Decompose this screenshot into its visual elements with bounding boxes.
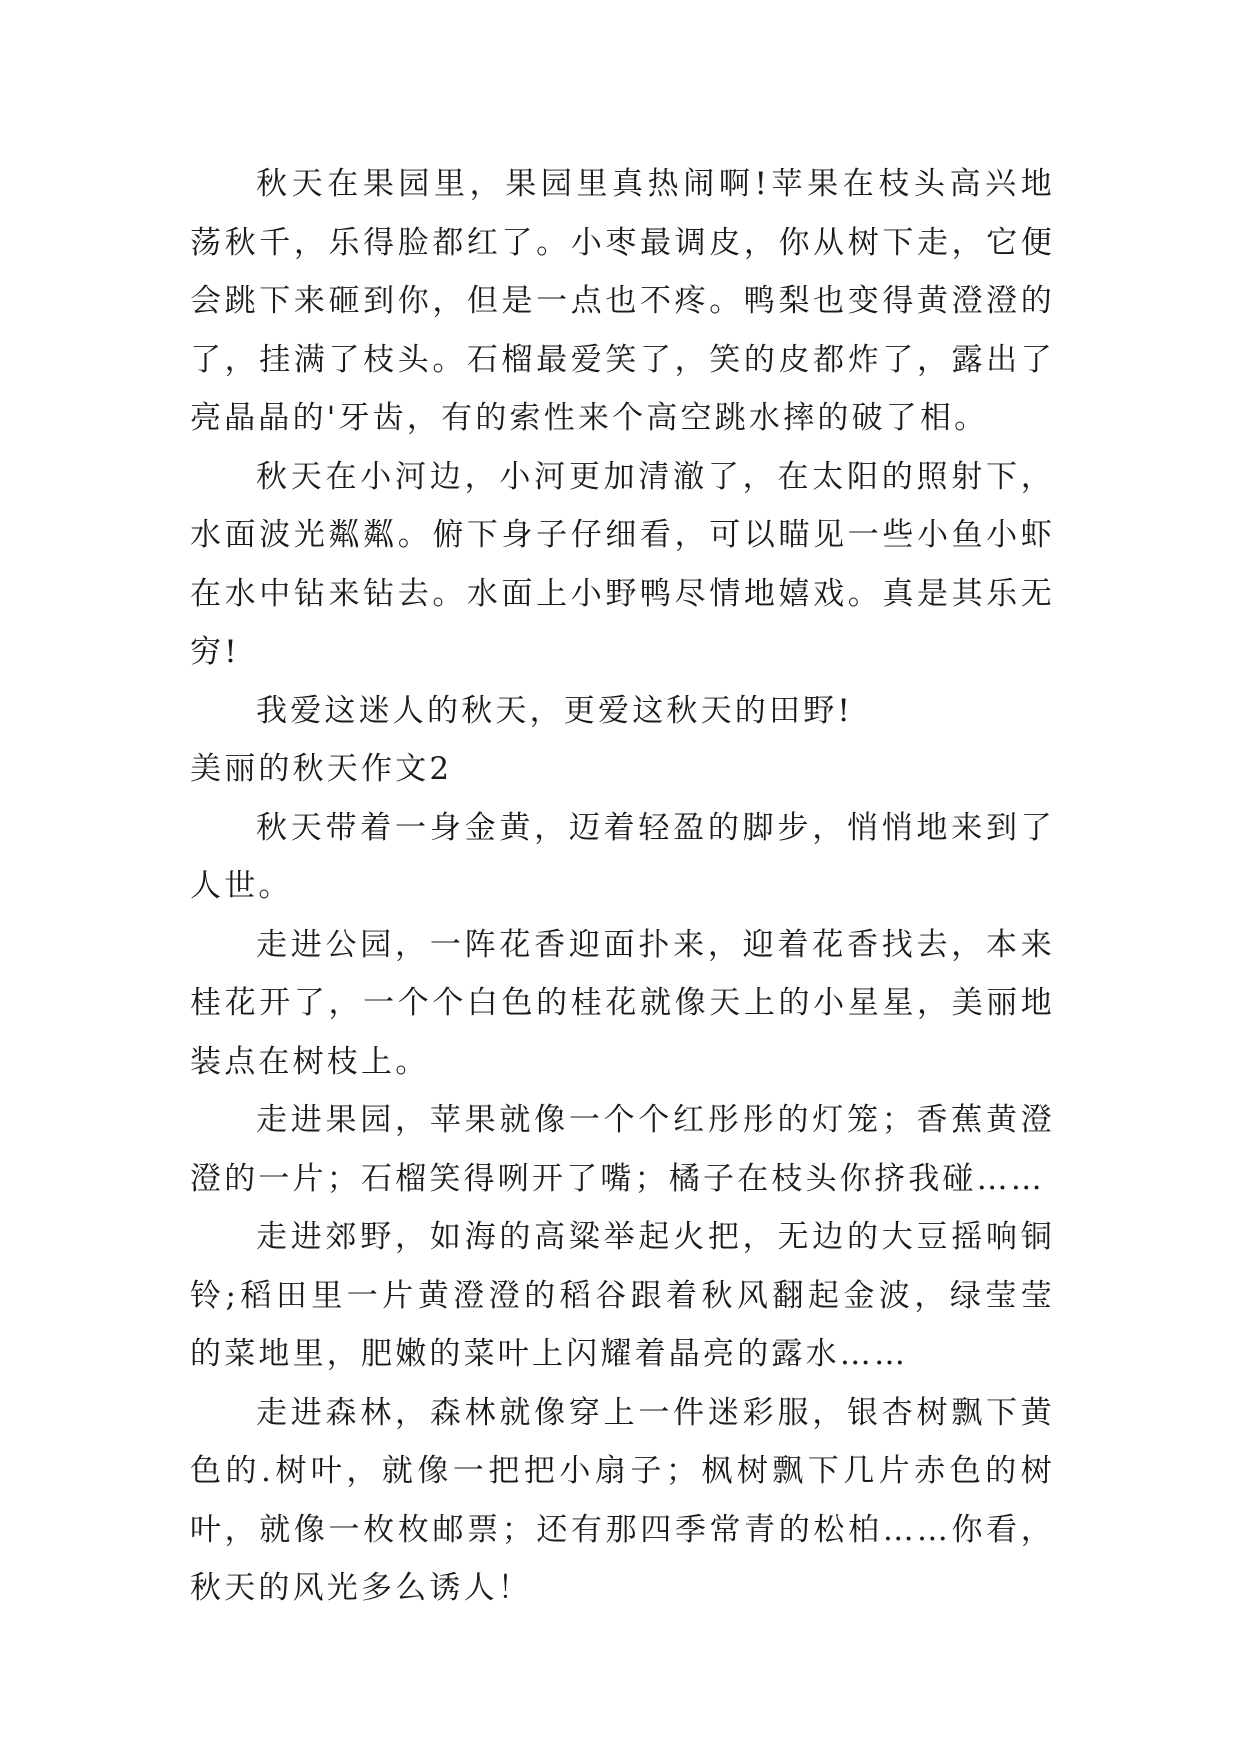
paragraph-countryside: 走进郊野，如海的高粱举起火把，无边的大豆摇响铜铃;稻田里一片黄澄澄的稻谷跟着秋风翻起金波，绿莹莹的菜地里，肥嫩的菜叶上闪耀着晶亮的露水……	[190, 1219, 1055, 1372]
paragraph-river: 秋天在小河边，小河更加清澈了，在太阳的照射下，水面波光粼粼。俯下身子仔细看，可以瞄见一些小鱼小虾在水中钻来钻去。水面上小野鸭尽情地嬉戏。真是其乐无穷!	[190, 458, 1055, 670]
document-body	[190, 155, 1055, 1618]
paragraph-park: 走进公园，一阵花香迎面扑来，迎着花香找去，本来桂花开了，一个个白色的桂花就像天上的小星星，美丽地装点在树枝上。	[190, 926, 1055, 1080]
paragraph-autumn-arrives: 秋天带着一身金黄，迈着轻盈的脚步，悄悄地来到了人世。	[190, 809, 1055, 904]
paragraph-love-autumn: 我爱这迷人的秋天，更爱这秋天的田野!	[256, 692, 854, 729]
paragraph-orchard: 秋天在果园里，果园里真热闹啊!苹果在枝头高兴地荡秋千，乐得脸都红了。小枣最调皮，你从树下走，它便会跳下来砸到你，但是一点也不疼。鸭梨也变得黄澄澄的了，挂满了枝头。石榴最爱笑了，笑的皮都炸了，露出了亮晶晶的'牙齿，有的索性来个高空跳水摔的破了相。	[190, 166, 1055, 436]
paragraph-orchard-2: 走进果园，苹果就像一个个红彤彤的灯笼；香蕉黄澄澄的一片；石榴笑得咧开了嘴；橘子在枝头你挤我碰……	[190, 1102, 1055, 1197]
essay-heading: 美丽的秋天作文2	[190, 751, 453, 787]
paragraph-forest: 走进森林，森林就像穿上一件迷彩服，银杏树飘下黄色的.树叶，就像一把把小扇子；枫树飘下几片赤色的树叶，就像一枚枚邮票；还有那四季常青的松柏……你看，秋天的风光多么诱人！	[190, 1394, 1055, 1606]
